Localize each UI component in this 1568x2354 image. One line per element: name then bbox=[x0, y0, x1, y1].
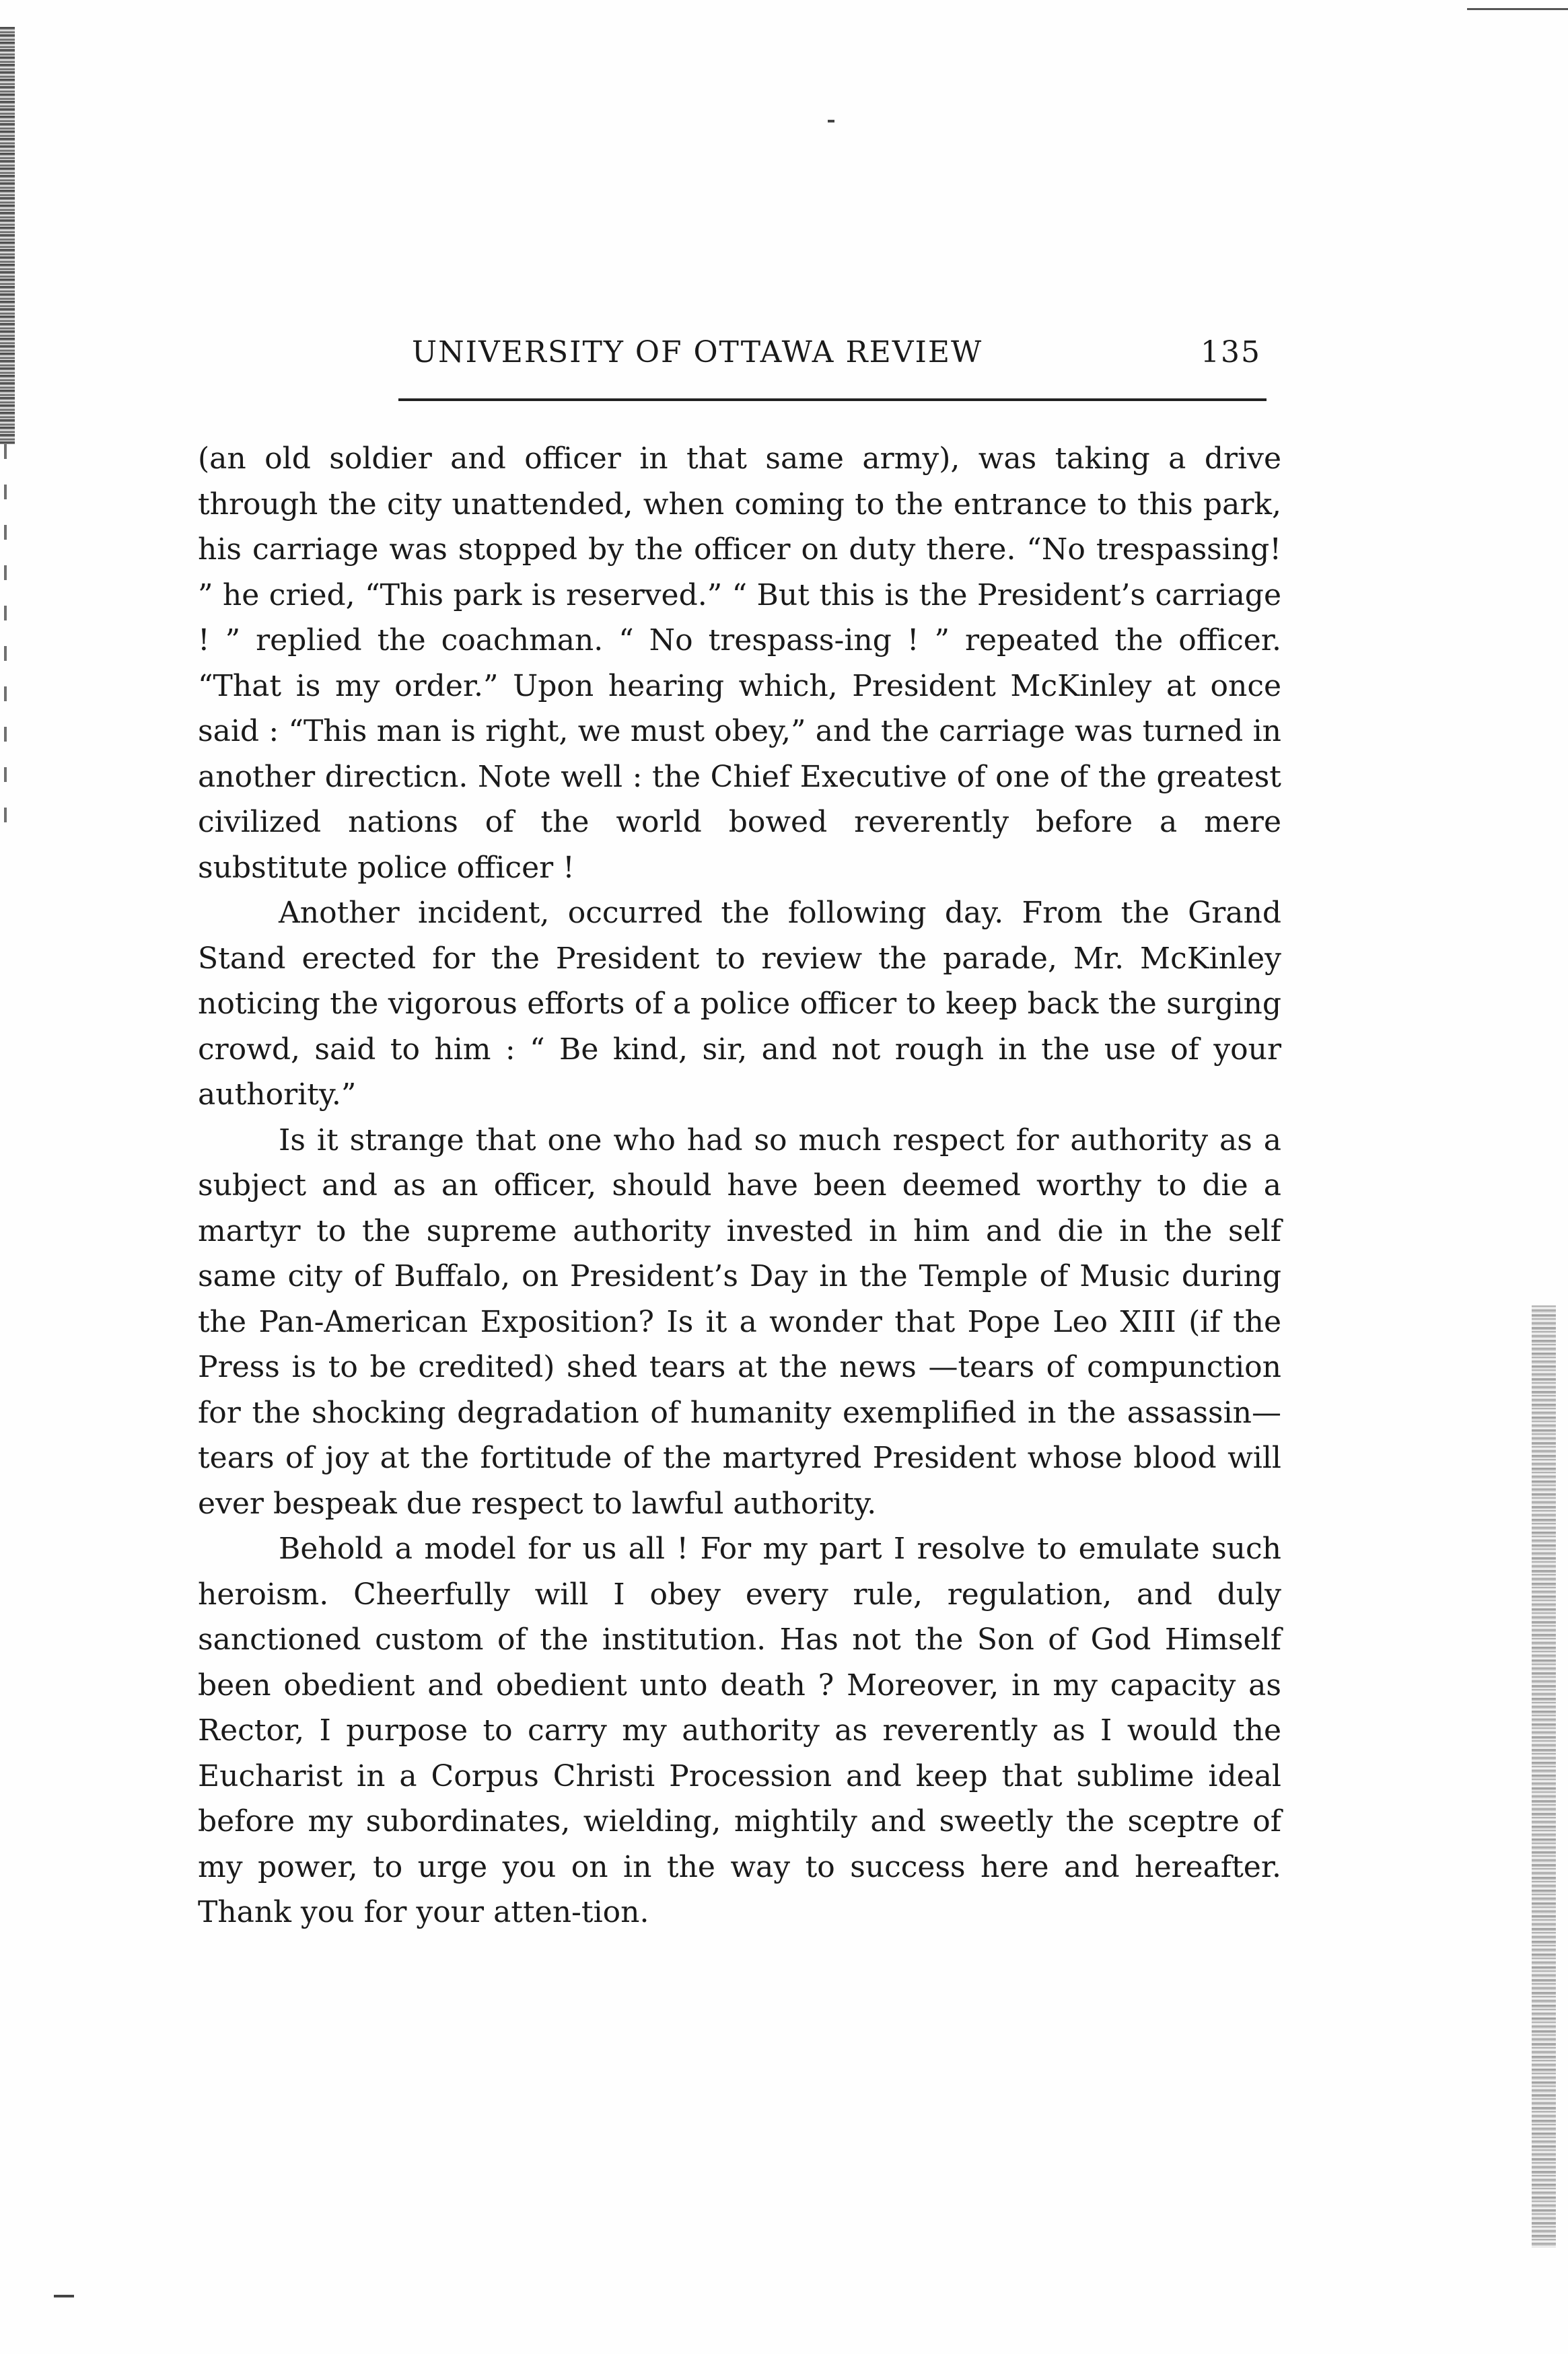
body-text bbox=[198, 436, 1281, 1935]
paragraph-incident: Another incident, occurred the following day. From the Grand Stand erected for the President to review the parade, Mr. McKinley noticing the vigorous efforts of a police officer to keep back the surging crowd, said to him : “ Be kind, sir, and not rough in the use of your authority.” bbox=[198, 896, 1281, 1112]
header-rule bbox=[398, 398, 1267, 401]
scan-binding-marks bbox=[4, 444, 7, 848]
running-title: UNIVERSITY OF OTTAWA REVIEW bbox=[412, 335, 983, 369]
scan-top-mark bbox=[1467, 8, 1568, 10]
paragraph-resolve: Behold a model for us all ! For my part I resolve to emulate such heroism. Cheerfully will I obey every rule, regulation, and duly sanctioned custom of the institution. Has not the Son of God Himself been obedient and obedient unto death ? Moreover, in my capacity as Rector, I purpose to carry my authority as reverently as I would the Eucharist in a Corpus Christi Procession and keep that sublime ideal before my subordinates, wielding, mightily and sweetly the sceptre of my power, to urge you on in the way to success here and hereafter. Thank you for your atten-tion. bbox=[198, 1532, 1281, 1929]
scan-speck bbox=[828, 120, 834, 122]
scan-bottom-mark bbox=[54, 2295, 74, 2297]
scan-binding-edge bbox=[0, 27, 15, 444]
running-head bbox=[412, 335, 1261, 376]
page-number: 135 bbox=[1201, 335, 1261, 369]
paragraph-martyr: Is it strange that one who had so much respect for authority as a subject and as an officer, should have been deemed worthy to die a martyr to the supreme authority invested in him and die in the self same city of Buffalo, on President’s Day in the Temple of Music during the Pan-American Exposition? Is it a wonder that Pope Leo XIII (if the Press is to be credited) shed tears at the news —tears of compunction for the shocking degradation of humanity exemplified in the assassin—tears of joy at the fortitude of the martyred President whose blood will ever bespeak due respect to lawful authority. bbox=[198, 1122, 1281, 1521]
paragraph-continuation: (an old soldier and officer in that same army), was taking a drive through the city unattended, when coming to the entrance to this park, his carriage was stopped by the officer on duty there. “No trespassing! ” he cried, “This park is reserved.” “ But this is the President’s carriage ! ” replied the coachman. “ No trespass-ing ! ” repeated the officer. “That is my order.” Upon hearing which, President McKinley at once said : “This man is right, we must obey,” and the carriage was turned in another directicn. Note well : the Chief Executive of one of the greatest civilized nations of the world bowed reverently before a mere substitute police officer ! bbox=[198, 441, 1281, 885]
scan-right-edge-noise bbox=[1532, 1306, 1556, 2248]
